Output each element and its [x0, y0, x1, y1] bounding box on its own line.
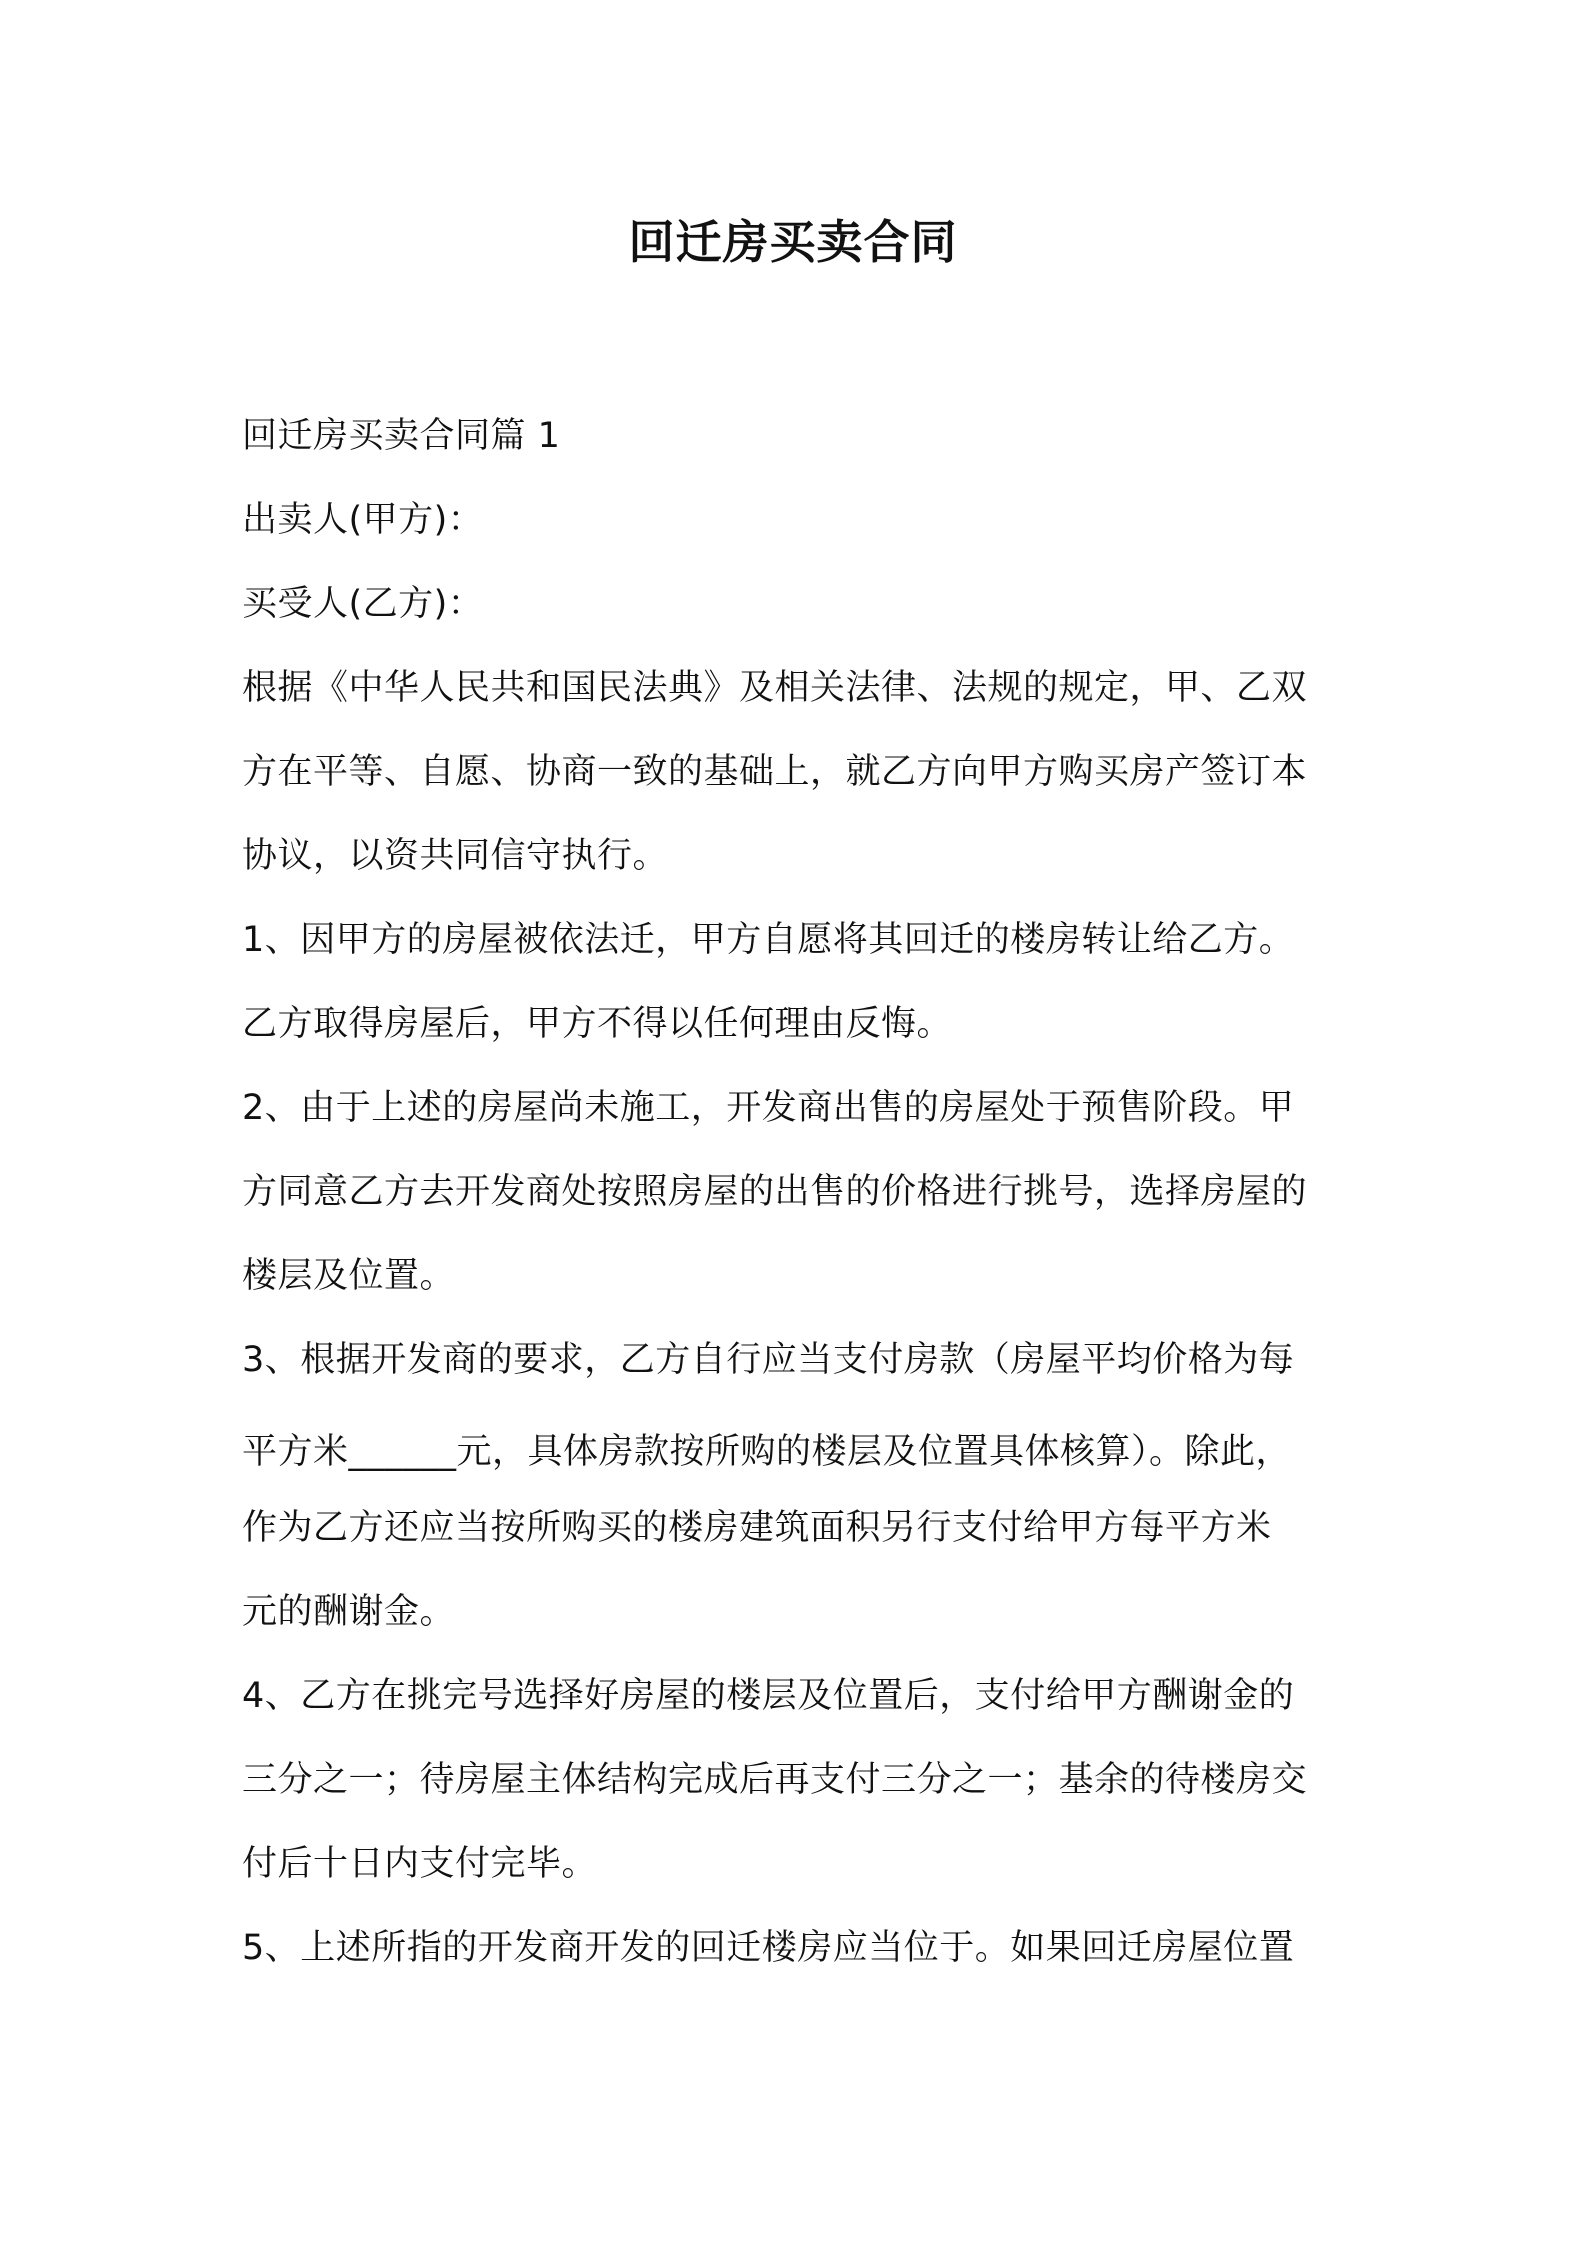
clause-line: 作为乙方还应当按所购买的楼房建筑面积另行支付给甲方每平方米	[242, 1508, 1272, 1548]
clause-line: 付后十日内支付完毕。	[242, 1844, 598, 1884]
paragraph-line: 根据《中华人民共和国民法典》及相关法律、法规的规定，甲、乙双	[242, 668, 1308, 708]
clause-line: 楼层及位置。	[242, 1256, 456, 1296]
clause-line: 平方米______元，具体房款按所购的楼层及位置具体核算）。除此，	[242, 1432, 1292, 1472]
clause-line: 元的酬谢金。	[242, 1592, 456, 1632]
buyer-line: 买受人(乙方)：	[242, 584, 484, 624]
document-title: 回迁房买卖合同	[628, 215, 958, 269]
clause-line: 3、根据开发商的要求，乙方自行应当支付房款（房屋平均价格为每	[242, 1340, 1295, 1380]
paragraph-line: 方在平等、自愿、协商一致的基础上，就乙方向甲方购买房产签订本	[242, 752, 1308, 792]
clause-line: 2、由于上述的房屋尚未施工，开发商出售的房屋处于预售阶段。甲	[242, 1088, 1295, 1128]
clause-line: 方同意乙方去开发商处按照房屋的出售的价格进行挑号，选择房屋的	[242, 1172, 1308, 1212]
section-heading: 回迁房买卖合同篇 1	[242, 416, 561, 456]
clause-line: 乙方取得房屋后，甲方不得以任何理由反悔。	[242, 1004, 953, 1044]
seller-line: 出卖人(甲方)：	[242, 500, 484, 540]
clause-line: 5、上述所指的开发商开发的回迁楼房应当位于。如果回迁房屋位置	[242, 1928, 1295, 1968]
paragraph-line: 协议，以资共同信守执行。	[242, 836, 669, 876]
clause-line: 1、因甲方的房屋被依法迁，甲方自愿将其回迁的楼房转让给乙方。	[242, 920, 1295, 960]
clause-line: 三分之一；待房屋主体结构完成后再支付三分之一；基余的待楼房交	[242, 1760, 1308, 1800]
clause-line: 4、乙方在挑完号选择好房屋的楼层及位置后，支付给甲方酬谢金的	[242, 1676, 1295, 1716]
